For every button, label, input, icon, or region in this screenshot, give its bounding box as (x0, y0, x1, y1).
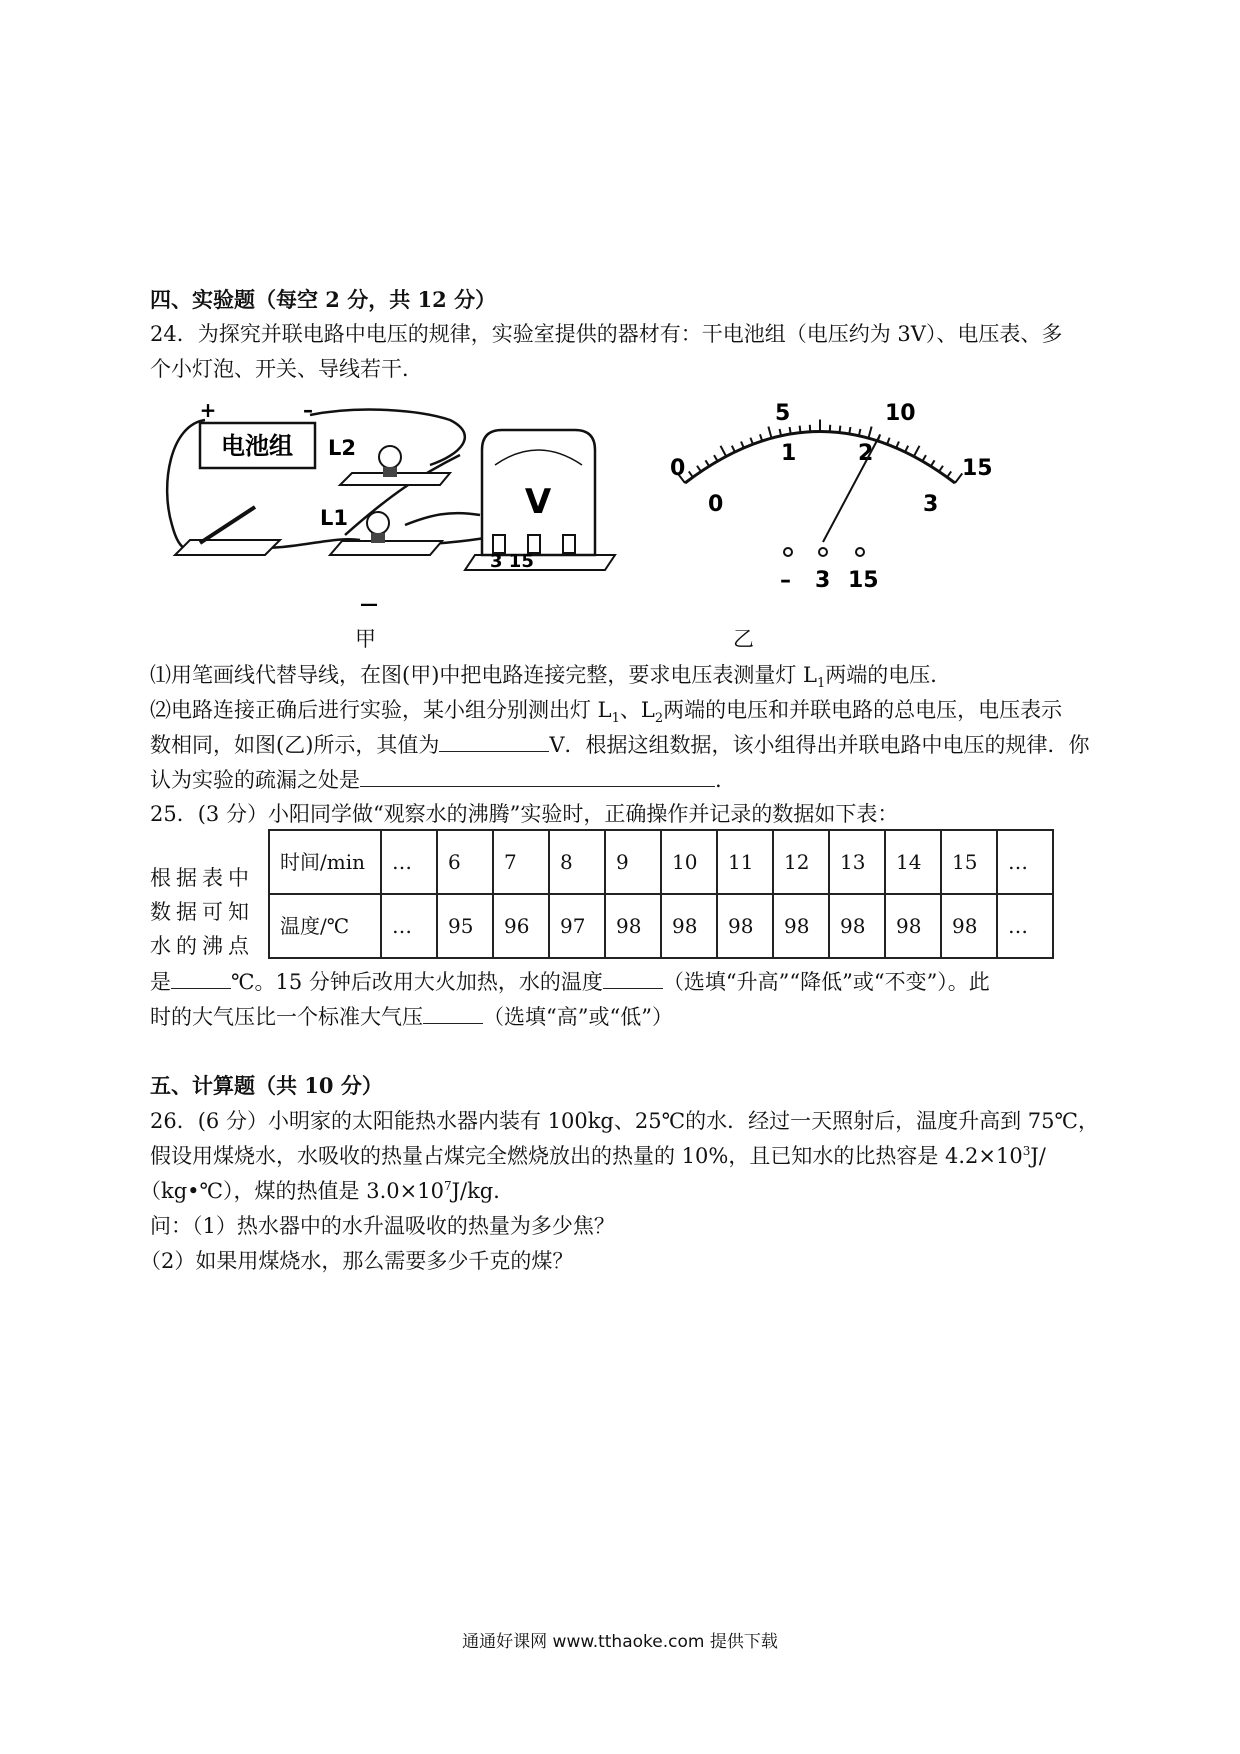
dial-terminal-minus: – (780, 568, 791, 593)
table-row-temp: 温度/℃ … 95 96 97 98 98 98 98 98 98 98 … (269, 894, 1053, 958)
page-footer: 通通好课网 www.tthaoke.com 提供下载 (462, 1632, 778, 1652)
battery-minus: – (303, 398, 313, 422)
lamp-l2-icon (379, 446, 401, 468)
q24-part2-line1: ⑵电路连接正确后进行实验，某小组分别测出灯 $L_1$、$L_2$两端的电压和并联电路的总电压，电压表示 (150, 698, 1063, 727)
voltmeter-label: V (524, 482, 552, 522)
circuit-figure (160, 395, 640, 625)
q25-line2: 时的大气压比一个标准大气压 （选填“高”或“低”） (150, 1000, 673, 1034)
answer-blank-flaw[interactable] (360, 764, 715, 787)
switch-icon (175, 540, 280, 555)
dial-tick (697, 466, 701, 472)
battery-plus: + (199, 398, 217, 422)
lamp-l1-label: L1 (320, 506, 348, 530)
wire-l1 (405, 513, 480, 525)
dial-tick (705, 460, 709, 466)
section5-title: 五、计算题（共 10 分） (150, 1073, 383, 1098)
dial-terminal-15: 15 (848, 568, 879, 593)
dial-needle (823, 435, 880, 542)
voltmeter-dial-figure (660, 395, 1000, 615)
figure-left-dash: — (360, 594, 378, 615)
dial-top-0: 0 (670, 456, 686, 481)
dial-tick (741, 441, 744, 447)
wire-middle (345, 455, 460, 535)
dial-top-5: 5 (775, 401, 791, 426)
boiling-data-table (268, 829, 1054, 959)
dial-inner-0: 0 (708, 492, 724, 517)
dial-tick (768, 427, 771, 439)
dial-tick (732, 446, 735, 452)
q24-part1: ⑴用笔画线代替导线，在图(甲)中把电路连接完整，要求电压表测量灯 $L_1$两端的电压． (150, 663, 952, 692)
dial-tick (760, 434, 762, 441)
caption-right: 乙 (733, 627, 754, 651)
q24-part2-line2: 数相同，如图(乙)所示，其值为 V．根据这组数据，该小组得出并联电路中电压的规律．你 (150, 728, 1090, 762)
dial-tick (914, 446, 920, 457)
lamp-l1-icon (367, 512, 389, 534)
caption-left: 甲 (355, 627, 376, 651)
dial-tick (840, 426, 841, 433)
dial-inner-1: 1 (781, 441, 797, 466)
battery-label: 电池组 (221, 432, 293, 460)
answer-blank-temp-change[interactable] (603, 966, 663, 989)
dial-tick (947, 471, 951, 477)
answer-blank-pressure[interactable] (423, 1001, 483, 1024)
q24-part2-line3: 认为实验的疏漏之处是 . (150, 763, 722, 797)
dial-tick (790, 427, 791, 434)
q26-line2: 假设用煤烧水，水吸收的热量占煤完全燃烧放出的热量的 10%，且已知水的比热容是 $4.2\times 10^3J/$ (150, 1144, 1046, 1168)
dial-tick (868, 427, 871, 439)
dial-tick (931, 460, 935, 466)
q25-intro: 25．(3 分）小阳同学做“观察水的沸腾”实验时，正确操作并记录的数据如下表： (150, 802, 899, 826)
dial-arc (685, 432, 955, 484)
dial-tick (689, 471, 693, 477)
voltmeter-base (465, 555, 615, 570)
dial-tick (714, 455, 718, 461)
q24-line2: 个小灯泡、开关、导线若干． (150, 357, 423, 381)
answer-blank-boiling-point[interactable] (171, 966, 231, 989)
voltmeter-terminals: 3 15 (490, 551, 534, 572)
dial-tick (905, 446, 908, 452)
dial-tick (800, 426, 801, 433)
q26-ask2: （2）如果用煤烧水，那么需要多少千克的煤？ (140, 1249, 574, 1273)
section4-title: 四、实验题（每空 2 分，共 12 分） (150, 287, 497, 312)
lamp-l2-label: L2 (328, 436, 356, 460)
answer-blank-voltage[interactable] (439, 729, 549, 752)
table-row-time: 时间/min … 6 7 8 9 10 11 12 13 14 15 … (269, 830, 1053, 894)
dial-tick (887, 438, 889, 445)
q26-line1: 26．(6 分）小明家的太阳能热水器内装有 100kg、25℃的水．经过一天照射后，温度升高到 75℃， (150, 1109, 1099, 1133)
dial-inner-3: 3 (923, 492, 939, 517)
q25-line1: 是 ℃。15 分钟后改用大火加热，水的温度 （选填“升高”“降低”或“不变”）。此 (150, 965, 990, 999)
dial-inner-2: 2 (858, 441, 874, 466)
dial-tick (750, 438, 752, 445)
dial-terminal-3: 3 (815, 568, 831, 593)
dial-top-15: 15 (962, 456, 993, 481)
dial-tick (849, 427, 850, 434)
dial-tick (721, 446, 727, 457)
q25-side-text: 根据表中 数据可知 水的沸点 (150, 866, 254, 958)
dial-tick (896, 441, 899, 447)
dial-top-10: 10 (885, 401, 916, 426)
dial-tick (939, 466, 943, 472)
q26-line3: （kg•℃），煤的热值是 $3.0\times 10^7J/kg$． (140, 1179, 515, 1203)
q24-line1: 24．为探究并联电路中电压的规律，实验室提供的器材有：干电池组（电压约为 3V）、电压表、多 (150, 322, 1063, 346)
q26-ask1: 问：（1）热水器中的水升温吸收的热量为多少焦？ (150, 1214, 615, 1238)
dial-tick (922, 455, 926, 461)
